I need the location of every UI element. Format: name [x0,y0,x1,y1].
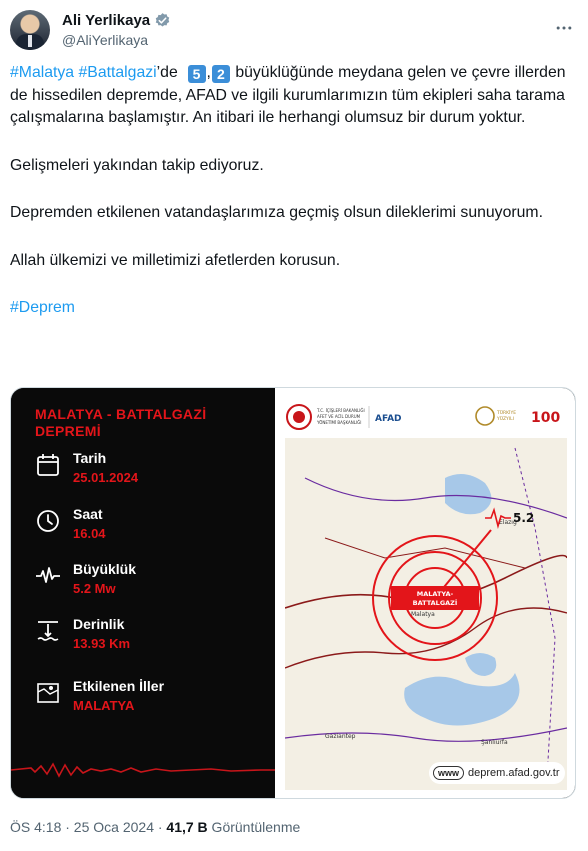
keycap-5-emoji: 5 [188,65,206,83]
affected-label: Etkilenen İller [73,678,165,694]
map-city-elazig: Elazığ [499,519,517,526]
author-handle[interactable]: @AliYerlikaya [62,32,149,48]
tweet-paragraph-3: Depremden etkilenen vatandaşlarımıza geçmiş olsun dileklerimi sunuyorum. [10,204,543,221]
seismic-wave-icon [35,563,61,589]
verified-badge-icon [154,12,171,29]
svg-text:YÖNETİMİ BAŞKANLIĞI: YÖNETİMİ BAŞKANLIĞI [317,420,362,425]
date-value: 25.01.2024 [73,470,139,485]
depth-label: Derinlik [73,616,125,632]
www-badge: www [433,766,464,780]
avatar-shirt [28,35,32,47]
svg-text:TÜRKİYE: TÜRKİYE [497,411,517,416]
depth-icon [35,618,61,644]
magnitude-label: Büyüklük [73,561,137,577]
infographic-title: MALATYA - BATTALGAZİ DEPREMİ [35,406,207,439]
depth-value: 13.93 Km [73,636,131,651]
info-row-time [35,506,265,550]
view-count: 41,7 B [166,819,208,835]
hashtag-deprem[interactable]: #Deprem [10,299,75,316]
ministry-seal-logo [287,405,311,429]
tweet-media-image[interactable] [10,387,576,799]
info-row-magnitude [35,561,265,605]
map-city-gaziantep: Gaziantep [325,733,356,740]
svg-text:AFET VE ACİL DURUM: AFET VE ACİL DURUM [317,414,361,419]
tweet-timestamp[interactable]: ÖS 4:18 · 25 Oca 2024 · [10,819,167,835]
keycap-2-emoji: 2 [212,65,230,83]
time-value: 16.04 [73,526,106,541]
magnitude-value: 5.2 Mw [73,581,116,596]
more-options-icon[interactable] [554,18,574,38]
tweet-meta [10,819,300,835]
map-city-malatya: Malatya [411,611,435,618]
name-row [62,12,171,29]
calendar-icon [35,452,61,478]
tweet-text [10,62,572,320]
time-label: Saat [73,506,103,522]
tweet-header [10,8,578,50]
epicenter-map [285,438,567,790]
century-logo [476,407,516,425]
tweet-paragraph-1 [10,62,572,130]
map-city-sanliurfa: Şanlıurfa [481,739,508,746]
infographic-map-panel [275,388,576,799]
map-icon [35,680,61,706]
avatar[interactable] [10,10,50,50]
logo-100: 100 [531,410,561,426]
info-row-depth [35,616,265,660]
logo-strip [285,400,573,434]
views-label: Görüntülenme [207,819,301,835]
map-center-label-2: BATTALGAZİ [412,599,458,607]
ministry-logo-text: T.C. İÇİŞLERİ BAKANLIĞI [317,408,365,413]
clock-icon [35,508,61,534]
tweet-paragraph-2: Gelişmeleri yakından takip ediyoruz. [10,156,264,174]
paragraph-1-rest: büyüklüğünde meydana gelen ve çevre illerden de hissedilen depremde, AFAD ve ilgili kurumlarımızın tüm ekipleri saha tarama çalışmalarına başlamıştır. An itibari ile herhangi olumsuz bir durum yoktur. [10,64,566,126]
map-magnitude: 5.2 [513,511,535,525]
svg-text:YÜZYILI: YÜZYILI [497,417,514,422]
map-center-label-1: MALATYA- [416,590,454,598]
info-row-date [35,450,265,494]
suffix-text: ’de [156,64,178,81]
afad-url-pill [429,762,565,784]
afad-logo: AFAD [375,414,402,424]
hashtag-battalgazi[interactable]: #Battalgazi [78,64,157,81]
affected-value: MALATYA [73,698,135,713]
infographic-left-panel [11,388,275,799]
info-row-affected [35,678,265,722]
magnitude-separator: , [206,64,211,81]
tweet-paragraph-4: Allah ülkemizi ve milletimizi afetlerden korusun. [10,251,341,269]
hashtag-malatya[interactable]: #Malatya [10,64,75,81]
date-label: Tarih [73,450,107,466]
afad-url: deprem.afad.gov.tr [468,767,560,779]
author-name[interactable]: Ali Yerlikaya [62,12,151,29]
